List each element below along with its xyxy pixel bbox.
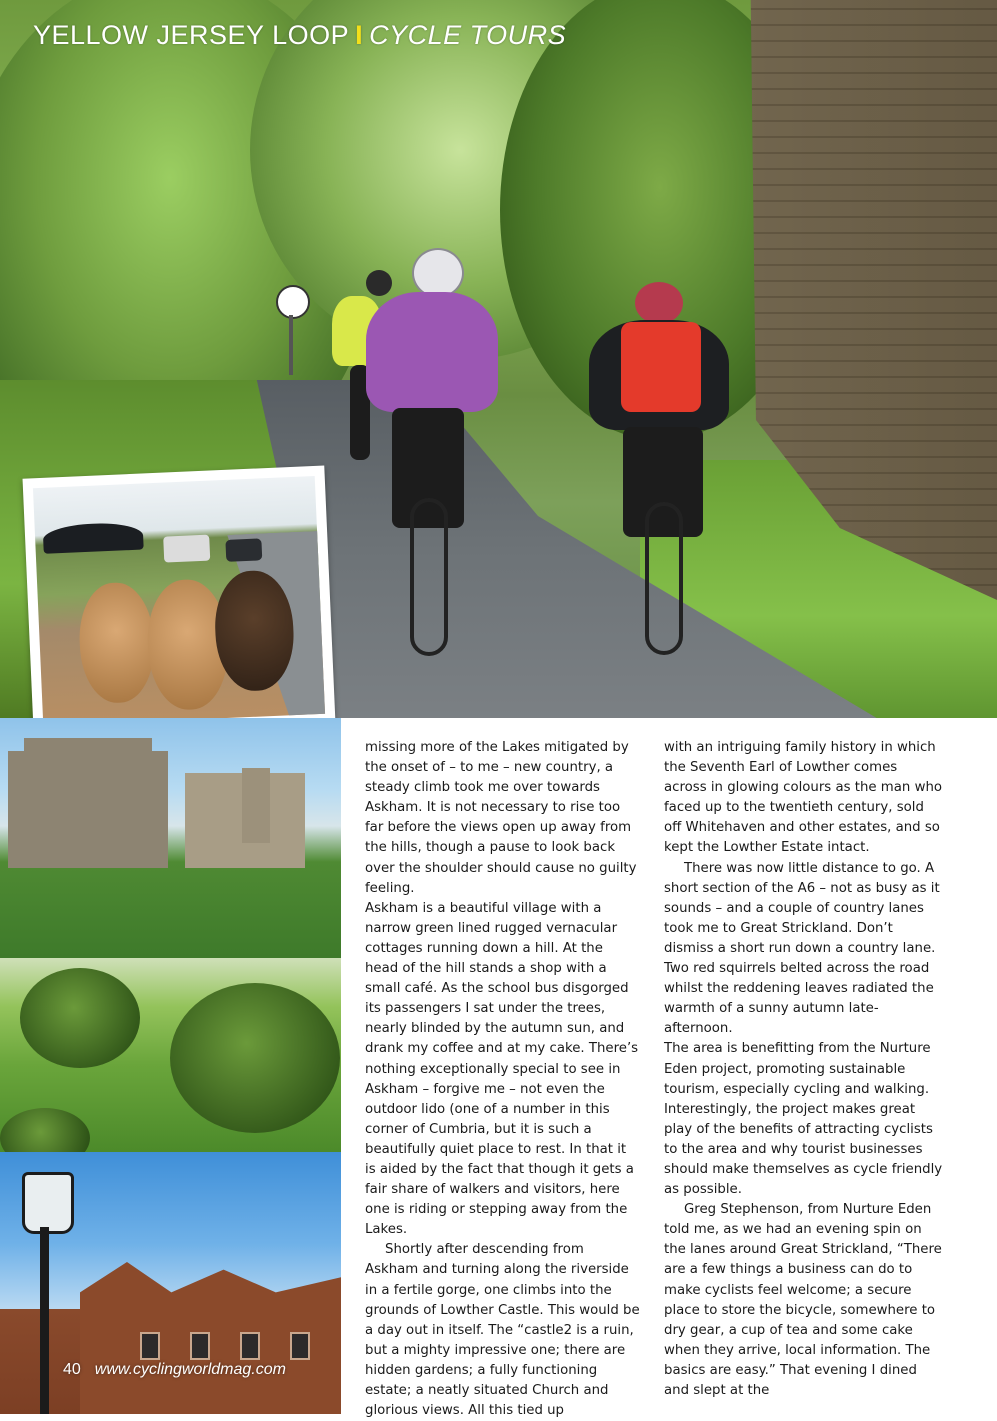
page-number: 40 — [63, 1361, 81, 1378]
church-tower — [242, 768, 270, 843]
parked-car — [225, 538, 262, 562]
inset-photo-frame — [23, 466, 336, 737]
paragraph: There was now little distance to go. A short section of the A6 – not as busy as it sounds – and a couple of country lanes took me to Great Strickland. Don’t dismiss a short run down a country lane. Two red squirrels belted across the road whilst the reddening leaves radiated the warmth of a sunny autumn late-afternoon. — [664, 860, 940, 1037]
umbrella — [43, 522, 144, 554]
street-lamp — [22, 1172, 74, 1234]
church-photo — [0, 718, 341, 958]
teddy-bear-left — [77, 581, 156, 704]
hall-window — [240, 1332, 260, 1360]
hall-window — [290, 1332, 310, 1360]
article-column-1 — [365, 738, 640, 1421]
paragraph: missing more of the Lakes mitigated by the onset of – to me – new country, a steady climb took me over towards Askham. It is not necessary to rise too far before the views open up away from the hills, though a pause to look back over the shoulder should cause no guilty feeling. — [365, 740, 637, 896]
section-category: CYCLE TOURS — [369, 20, 567, 50]
section-name: YELLOW JERSEY LOOP — [33, 20, 350, 50]
section-title — [33, 20, 566, 51]
hall-window — [190, 1332, 210, 1360]
page-footer — [63, 1361, 286, 1379]
road-sign — [276, 285, 310, 319]
parked-van — [163, 535, 210, 563]
paragraph: with an intriguing family history in which the Seventh Earl of Lowther comes across in glowing colours as the man who faced up to the twentieth century, sold off Whitehaven and other estates, and so kept the Lowther Estate intact. — [664, 740, 943, 856]
tree — [0, 1108, 90, 1152]
lamp-post — [40, 1227, 49, 1414]
paragraph: Greg Stephenson, from Nurture Eden told me, as we had an evening spin on the lanes around Great Strickland, “There are a few things a business can do to make cyclists feel welcome; a secure place to store the bicycle, somewhere to dry gear, a cup of tea and some cake when they arrive, local information. The basics are easy.” That evening I dined and slept at the — [664, 1202, 942, 1398]
hall-window — [140, 1332, 160, 1360]
cyclist-purple — [362, 248, 502, 658]
red-brick-hall — [80, 1262, 341, 1414]
fields-photo — [0, 958, 341, 1152]
title-separator: I — [355, 20, 364, 50]
cyclist-red — [585, 282, 735, 652]
mausoleum — [8, 738, 168, 868]
paragraph: Askham is a beautiful village with a narrow green lined rugged vernacular cottages running down a hill. At the head of the hill stands a shop with a small café. As the school bus disgorged its passengers I sat under the trees, nearly blinded by the autumn sun, and drank my coffee and at my cake. There’s nothing exceptionally special to see in Askham – forgive me – not even the outdoor lido (one of a number in this corner of Cumbria, but it is such a beautifully quiet place to rest. In that it is aided by the fact that though it gets a fair share of walkers and visitors, here one is riding or stepping away from the Lakes. — [365, 900, 639, 1238]
tree — [20, 968, 140, 1068]
website-url: www.cyclingworldmag.com — [94, 1361, 286, 1378]
article-column-2 — [664, 738, 944, 1401]
teddy-bears-photo — [33, 476, 325, 726]
tree — [170, 983, 340, 1133]
road-sign-pole — [289, 315, 293, 375]
paragraph: The area is benefitting from the Nurture Eden project, promoting sustainable tourism, especially cycling and walking. Interestingly, the project makes great play of the benefits of attracting cyclists to the area and why tourist businesses should make themselves as cycle friendly as possible. — [664, 1041, 943, 1198]
paragraph: Shortly after descending from Askham and turning along the riverside in a fertile gorge, one climbs into the grounds of Lowther Castle. This would be a day out in itself. The “castle2 is a ruin, but a mighty impressive one; there are hidden gardens; a fully functioning estate; a neatly situated Church and glorious views. All this tied up — [365, 1242, 640, 1419]
